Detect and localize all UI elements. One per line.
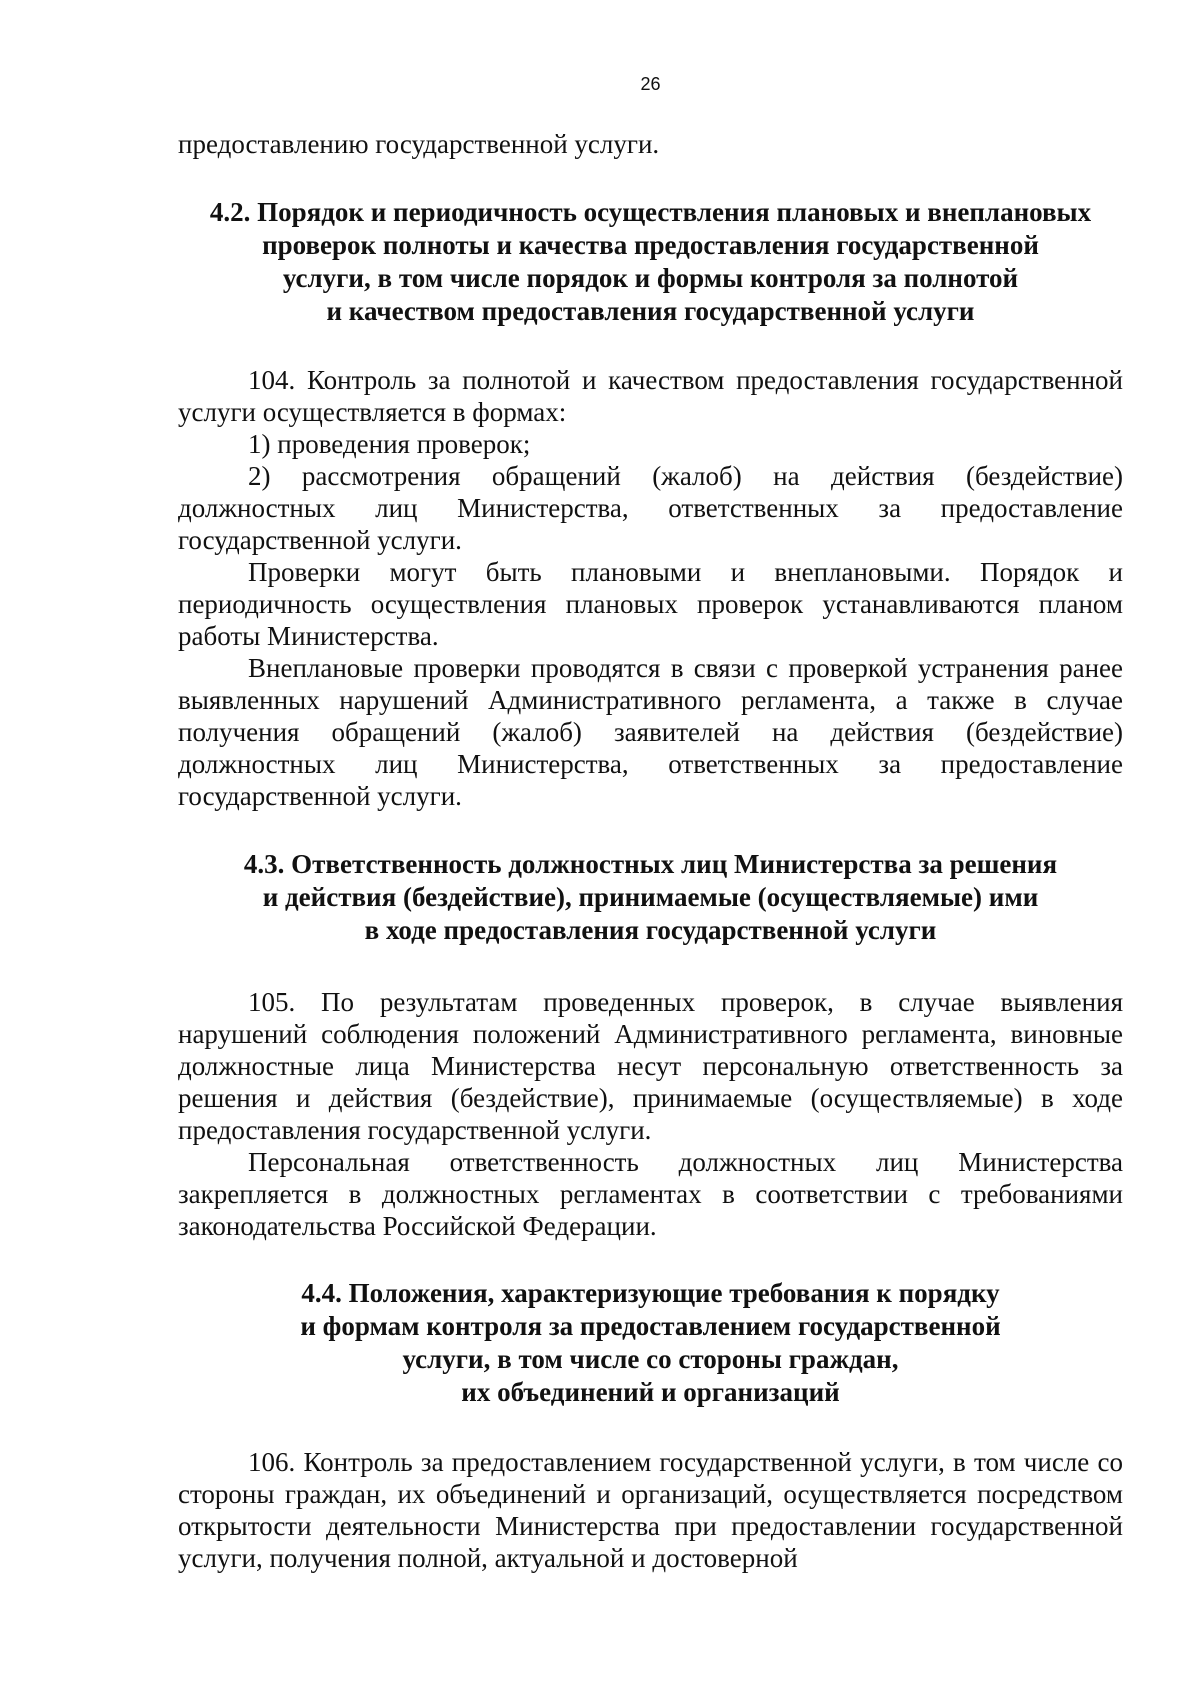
section-body-4-3 [178,986,1123,1242]
continued-text: предоставлению государственной услуги. [178,129,660,159]
list-item-1: 1) проведения проверок; [248,429,531,459]
heading-line: услуги, в том числе порядок и формы контроля за полнотой [282,263,1019,293]
paragraph: Внеплановые проверки проводятся в связи с проверкой устранения ранее выявленных нарушений Административного регламента, а также в случае получения обращений (жалоб) заявителей на действия (бездействие) должностных лиц Министерства, ответственных за предоставление государственной услуги. [178,653,1123,811]
paragraph-106: 106. Контроль за предоставлением государственной услуги, в том числе со стороны граждан, их объединений и организаций, осуществляется посредством открытости деятельности Министерства при предоставлении государственной услуги, получения полной, актуальной и достоверной [178,1447,1123,1573]
heading-line: проверок полноты и качества предоставления государственной [262,230,1039,260]
paragraph: Персональная ответственность должностных лиц Министерства закрепляется в должностных регламентах в соответствии с требованиями законодательства Российской Федерации. [178,1147,1123,1241]
list-item-2: 2) рассмотрения обращений (жалоб) на действия (бездействие) должностных лиц Министерства, ответственных за предоставление государственной услуги. [178,461,1123,555]
heading-line: 4.3. Ответственность должностных лиц Министерства за решения [243,849,1058,879]
section-heading-4-2 [178,196,1123,328]
heading-line: и действия (бездействие), принимаемые (осуществляемые) ими [262,882,1039,912]
paragraph: Проверки могут быть плановыми и внеплановыми. Порядок и периодичность осуществления плановых проверок устанавливаются планом работы Министерства. [178,557,1123,651]
paragraph-105: 105. По результатам проведенных проверок, в случае выявления нарушений соблюдения положений Административного регламента, виновные должностные лица Министерства несут персональную ответственность за решения и действия (бездействие), принимаемые (осуществляемые) в ходе предоставления государственной услуги. [178,987,1123,1145]
heading-line: их объединений и организаций [461,1377,840,1407]
heading-line: и качеством предоставления государственной услуги [326,296,975,326]
heading-line: услуги, в том числе со стороны граждан, [402,1344,899,1374]
heading-line: 4.2. Порядок и периодичность осуществления плановых и внеплановых [209,197,1092,227]
paragraph-104: 104. Контроль за полнотой и качеством предоставления государственной услуги осуществляется в формах: [178,365,1123,427]
page-number: 26 [640,74,661,94]
section-body-4-2 [178,364,1123,812]
heading-line: 4.4. Положения, характеризующие требования к порядку [301,1278,1000,1308]
heading-line: в ходе предоставления государственной услуги [364,915,937,945]
heading-line: и формам контроля за предоставлением государственной [300,1311,1001,1341]
section-heading-4-3 [178,848,1123,947]
section-body-4-4 [178,1446,1123,1574]
section-heading-4-4 [178,1277,1123,1409]
